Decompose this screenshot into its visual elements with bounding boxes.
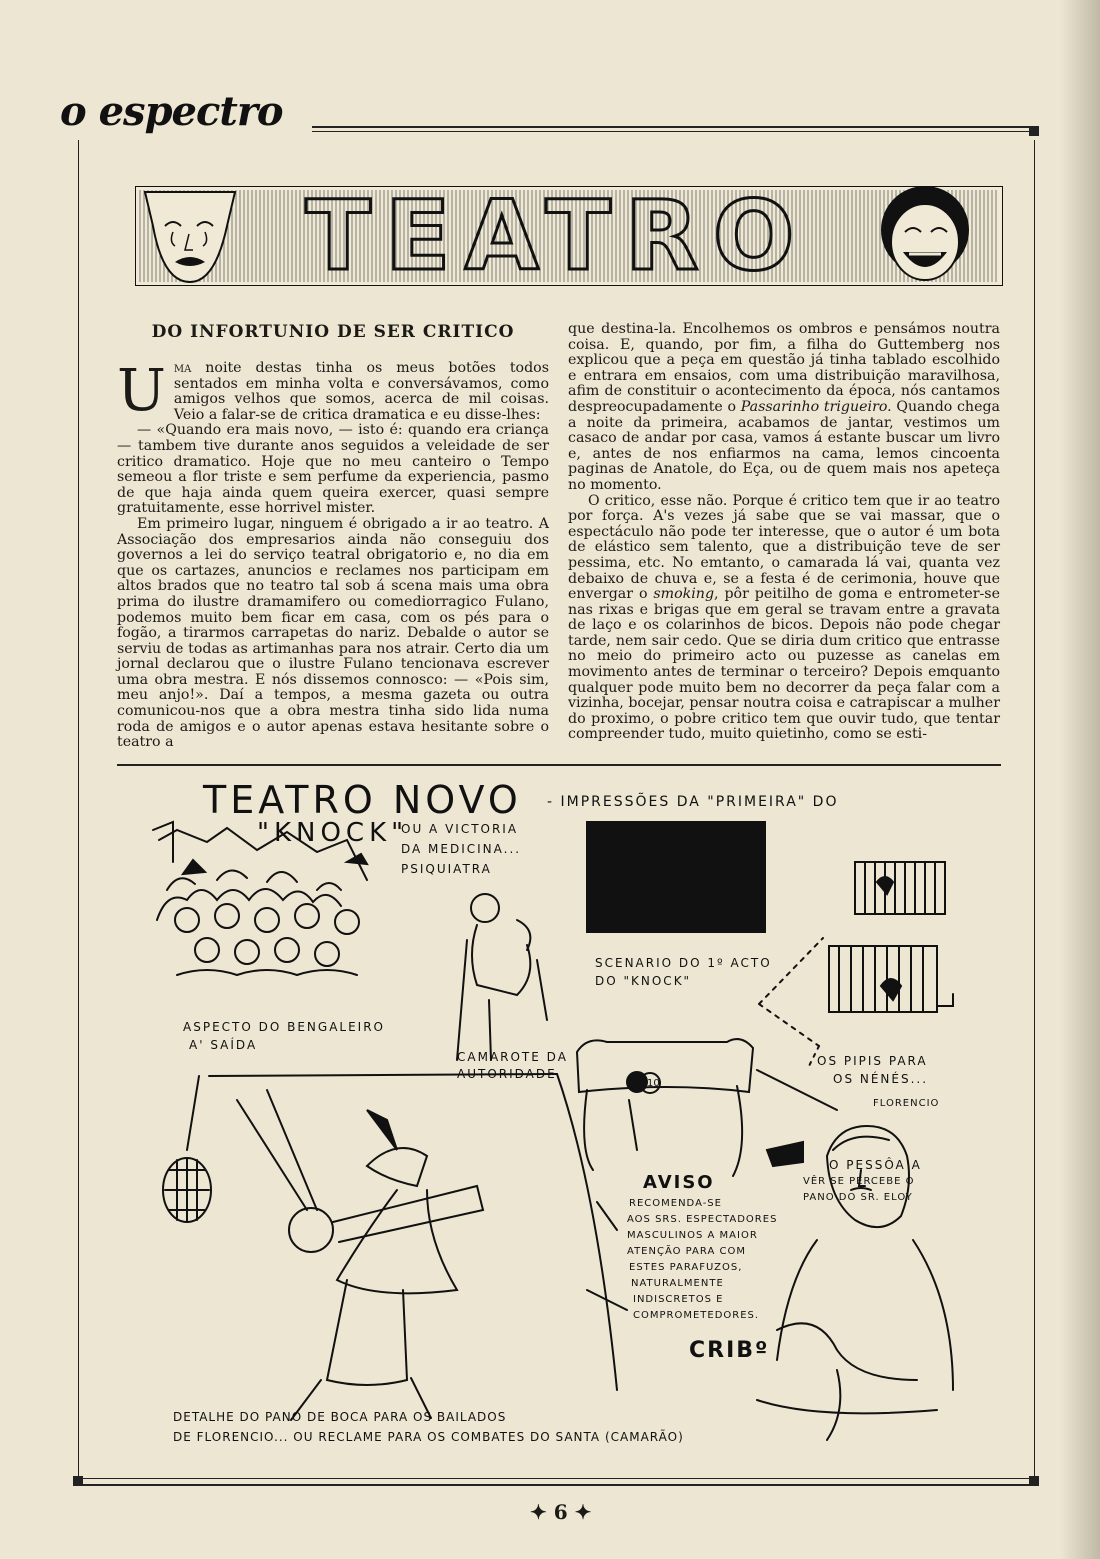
man-portrait-sketch (757, 1126, 953, 1440)
corner-ornament (1029, 1476, 1039, 1486)
section-divider (117, 764, 1001, 766)
bengaleiro-caption: A' SAÍDA (189, 1038, 258, 1052)
frame-left-rule (78, 140, 79, 1480)
aviso-title: AVISO (643, 1172, 715, 1193)
pipis-signature: FLORENCIO (873, 1098, 940, 1109)
aviso-line: RECOMENDA-SE (629, 1198, 722, 1209)
aviso-line: COMPROMETEDORES. (633, 1310, 760, 1321)
masthead-title: o espectro (60, 88, 283, 135)
scenario-caption: DO "KNOCK" (595, 974, 692, 988)
small-sign-icon (767, 1142, 803, 1166)
aviso-line: NATURALMENTE (631, 1278, 724, 1289)
frame-right-rule (1034, 140, 1035, 1480)
article-paragraph (568, 494, 1000, 744)
italic-title: Passarinho trigueiro. (740, 398, 892, 415)
bengaleiro-caption: ASPECTO DO BENGALEIRO (183, 1020, 386, 1034)
article-paragraph: — «Quando era mais novo, — isto é: quando era criança — tambem tive durante anos seguidos a veleidade de ser critico dramatico. Hoje que no meu canteiro o Tempo semeou a flor triste e sem perfume da experiencia, pasmo de que haja ainda quem queira exercer, quasi sempre gratuitamente, esse horrivel mister. (117, 422, 549, 517)
masthead-rule-thin (312, 131, 1034, 132)
paragraph-text: O critico, esse não. Porque é critico tem que ir ao teatro por força. A's vezes já sabe que se vai massar, que o espectáculo não pode ter interesse, que o autor é um bota de elástico sem talento, que a distribuição teve de ser pessima, etc. No emtanto, o camarada lá vai, quanta vez debaixo de chuva e, se a festa é de cerimonia, houve que envergar o (568, 492, 1000, 603)
corner-ornament (1029, 126, 1039, 136)
pipis-caption: OS NÉNÉS... (833, 1072, 929, 1086)
lead-smallcaps: ma (173, 360, 192, 376)
paragraph-text: Quando chega a noite da primeira, acabamos de jantar, vestimos um casaco de andar por casa, vamos á estante buscar um livro e, antes de nos enfiarmos na cama, lemos cincoenta paginas de Anatole, do Eça, ou de quem mais nos apeteça no momento. (568, 398, 1001, 493)
article-column-2 (568, 322, 1000, 743)
knock-subtitle-line: OU A VICTORIA (401, 822, 519, 836)
paragraph-text: , pôr peitilho de goma e entrometer-se nas rixas e brigas que em geral se travam entre a gravata de laço e os colarinhos de bicos. Depois não pode chegar tarde, nem sair cedo. Que se diria dum critico que entrasse no meio do primeiro acto ou puzesse as canelas em movimento antes de terminar o terceiro? Depois emquanto qualquer pode muito bem no decorrer da peça falar com a vizinha, bocejar, pensar noutra coisa e catrapiscar a mulher do proximo, o pobre critico tem que ouvir tudo, que tentar compreender tudo, muito quietinho, como se esti- (568, 586, 1000, 743)
dotted-pointer-line (759, 938, 823, 1046)
pessoa-caption: PANO DO SR. ELOY (803, 1192, 913, 1203)
aviso-line: MASCULINOS A MAIOR (627, 1230, 758, 1241)
aviso-line: ESTES PARAFUZOS, (629, 1262, 743, 1273)
frame-bottom-rule-thick (78, 1484, 1034, 1486)
cartoon-subtitle: - IMPRESSÕES DA "PRIMEIRA" DO (547, 794, 839, 810)
pessoa-caption: O PESSÔA A (829, 1158, 922, 1172)
drop-cap: U (117, 356, 166, 424)
article-paragraph (568, 322, 1000, 494)
seated-authority-sketch (457, 894, 547, 1060)
knock-subtitle-line: DA MEDICINA... (401, 842, 522, 856)
paragraph-text: noite destas tinha os meus botões todos sentados em minha volta e conversávamos, como amigos velhos que somos, acerca de mil coisas. Veio a falar-se de critica dramatica e eu disse-lhes: (173, 360, 549, 423)
knock-subtitle-line: PSIQUIATRA (401, 862, 492, 876)
scenario-caption: SCENARIO DO 1º ACTO (595, 956, 772, 970)
page-gutter-shadow (1060, 0, 1100, 1559)
camarote-number: 10 (647, 1078, 660, 1089)
frame-bottom-rule (78, 1478, 1034, 1479)
theatre-box-sketch (577, 1039, 753, 1176)
cartoon-drawing (117, 770, 1007, 1470)
article-paragraph (117, 356, 549, 424)
bird-cage-icon (829, 946, 953, 1012)
aviso-line: ATENÇÃO PARA COM (627, 1246, 746, 1257)
article-heading: DO INFORTUNIO DE SER CRITICO (151, 322, 515, 342)
masthead-rule (312, 126, 1034, 128)
paragraph-text: que destina-la. Encolhemos os ombros e pensámos noutra coisa. E, quando, por fim, a filha do Guttemberg nos explicou que a peça em questão já tinha tablado escolhido e entrara em ensaios, com uma distribuição maravilhosa, afim de constituir o acontecimento da época, nós cantamos despreocupadamente o (568, 321, 1000, 415)
cartoon-panel (117, 770, 1007, 1470)
pipis-caption: OS PIPIS PARA (817, 1054, 928, 1068)
dancer-figure-sketch (237, 1090, 483, 1420)
camarote-caption: CAMAROTE DA (457, 1050, 568, 1064)
hanging-lamp-icon (163, 1076, 211, 1222)
italic-word: smoking (653, 586, 715, 603)
curtain-edge (557, 1074, 617, 1390)
knock-title: "KNOCK" (257, 818, 409, 848)
article-paragraph: Em primeiro lugar, ninguem é obrigado a ir ao teatro. A Associação dos empresarios ainda não conseguiu dos governos a lei do serviço teatral obrigatorio e, no dia em que os cartazes, anuncios e reclames nos participam em altos brados que no teatro tal sob á scena mais uma obra prima do ilustre dramamifero ou comediorragico Fulano, podemos muito bem ficar em casa, com os pés para o fogão, a tirarmos carrapetas do nariz. Debalde o autor se serviu de todas as artimanhas para nos atrair. Certo dia um jornal declarou que o ilustre Fulano tencionava escrever uma obra mestra. E nós dissemos connosco: — «Pois sim, meu anjo!». Daí a tempos, a mesma gazeta ou outra comunicou-nos que a obra mestra tinha sido lida numa roda de amigos e o autor apenas estava hesitante sobre o teatro a (117, 515, 549, 751)
article-column-1 (117, 322, 549, 751)
cartoon-title: TEATRO NOVO (203, 778, 522, 822)
bird-cage-icon (855, 862, 945, 914)
pessoa-caption: VÊR SE PERCEBE O (803, 1176, 915, 1187)
detail-caption: DETALHE DO PANO DE BOCA PARA OS BAILADOS (173, 1410, 507, 1424)
banner-title: TEATRO (305, 180, 809, 292)
page-number: ✦ 6 ✦ (530, 1500, 592, 1524)
aviso-line: INDISCRETOS E (633, 1294, 724, 1305)
camarote-caption: AUTORIDADE (457, 1067, 557, 1081)
aviso-line: AOS SRS. ESPECTADORES (627, 1214, 778, 1225)
stage-black-box (587, 822, 765, 932)
detail-caption: DE FLORENCIO... OU RECLAME PARA OS COMBATES DO SANTA (CAMARÃO) (173, 1430, 684, 1444)
corner-ornament (73, 1476, 83, 1486)
artist-signature: CRIBº (689, 1338, 770, 1363)
